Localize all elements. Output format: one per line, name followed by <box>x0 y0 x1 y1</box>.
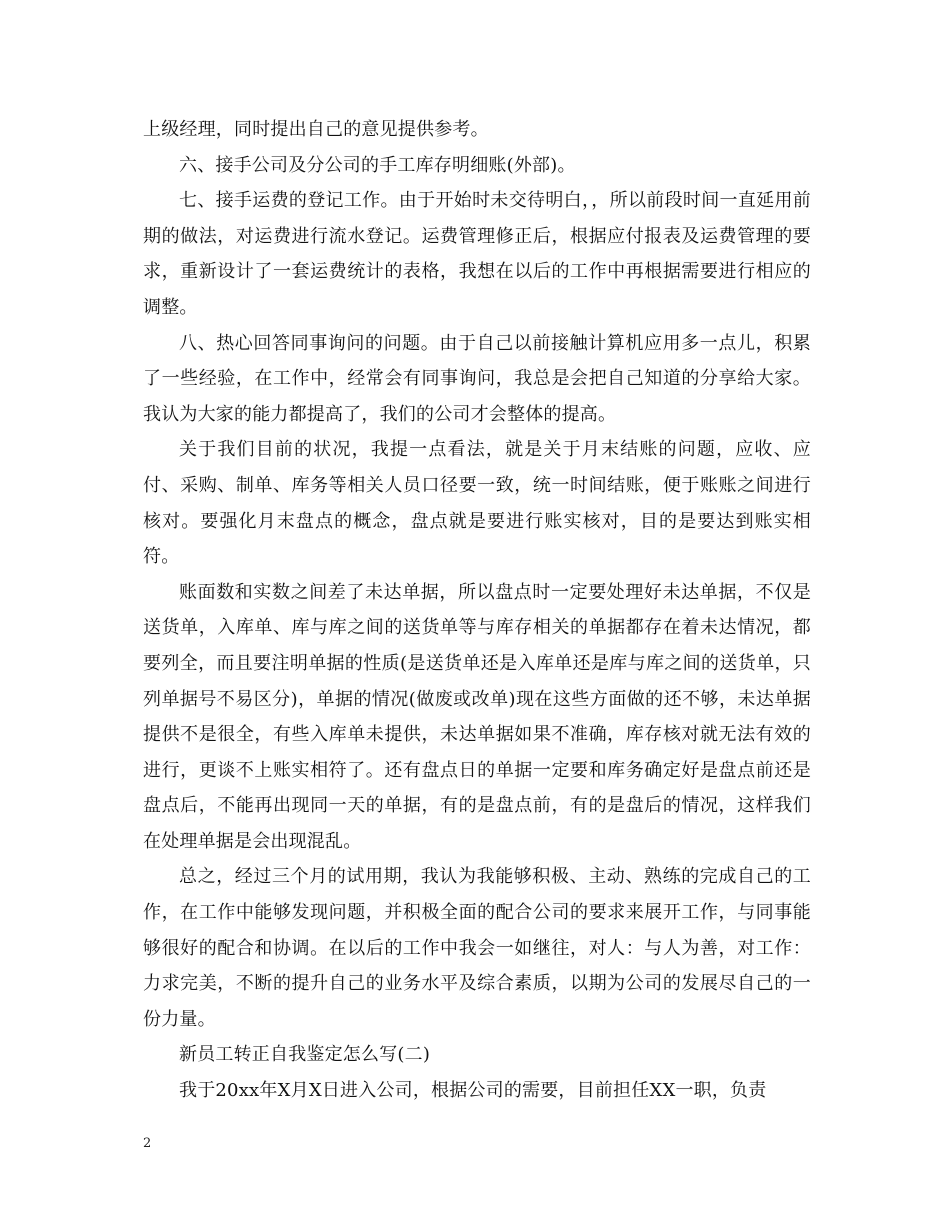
page-number: 2 <box>143 1136 152 1151</box>
paragraph-summary: 总之，经过三个月的试用期，我认为我能够积极、主动、熟练的完成自己的工作，在工作中能够发现问题，并积极全面的配合公司的要求来展开工作，与同事能够很好的配合和协调。在以后的工作中我会一如继往，对人：与人为善，对工作：力求完美，不断的提升自己的业务水平及综合素质，以期为公司的发展尽自己的一份力量。 <box>143 866 811 1030</box>
paragraph-item-eight: 八、热心回答同事询问的问题。由于自己以前接触计算机应用多一点儿，积累了一些经验，在工作中，经常会有同事询问，我总是会把自己知道的分享给大家。我认为大家的能力都提高了，我们的公司才会整体的提高。 <box>143 332 811 425</box>
paragraph-intro: 我于20xx年X月X日进入公司，根据公司的需要，目前担任XX一职，负责 <box>179 1080 767 1102</box>
paragraph-item-six: 六、接手公司及分公司的手工库存明细账(外部)。 <box>179 154 576 176</box>
paragraph-item-seven: 七、接手运费的登记工作。由于开始时未交待明白，，所以前段时间一直延用前期的做法，对运费进行流水登记。运费管理修正后，根据应付报表及运费管理的要求，重新设计了一套运费统计的表格，我想在以后的工作中再根据需要进行相应的调整。 <box>143 190 811 318</box>
section-heading: 新员工转正自我鉴定怎么写(二) <box>179 1044 431 1066</box>
document-body <box>143 112 811 1109</box>
paragraph-inventory-check: 账面数和实数之间差了未达单据，所以盘点时一定要处理好未达单据，不仅是送货单，入库单、库与库之间的送货单等与库存相关的单据都存在着未达情况，都要列全，而且要注明单据的性质(是送货单还是入库单还是库与库之间的送货单，只列单据号不易区分)，单据的情况(做废或改单)现在这些方面做的还不够，未达单据提供不是很全，有些入库单未提供，未达单据如果不准确，库存核对就无法有效的进行，更谈不上账实相符了。还有盘点日的单据一定要和库务确定好是盘点前还是盘点后，不能再出现同一天的单据，有的是盘点前，有的是盘后的情况，这样我们在处理单据是会出现混乱。 <box>143 581 811 852</box>
paragraph-current-status: 关于我们目前的状况，我提一点看法，就是关于月末结账的问题，应收、应付、采购、制单、库务等相关人员口径要一致，统一时间结账，便于账账之间进行核对。要强化月末盘点的概念，盘点就是要进行账实核对，目的是要达到账实相符。 <box>143 439 811 568</box>
paragraph-continuation: 上级经理，同时提出自己的意见提供参考。 <box>143 119 489 140</box>
